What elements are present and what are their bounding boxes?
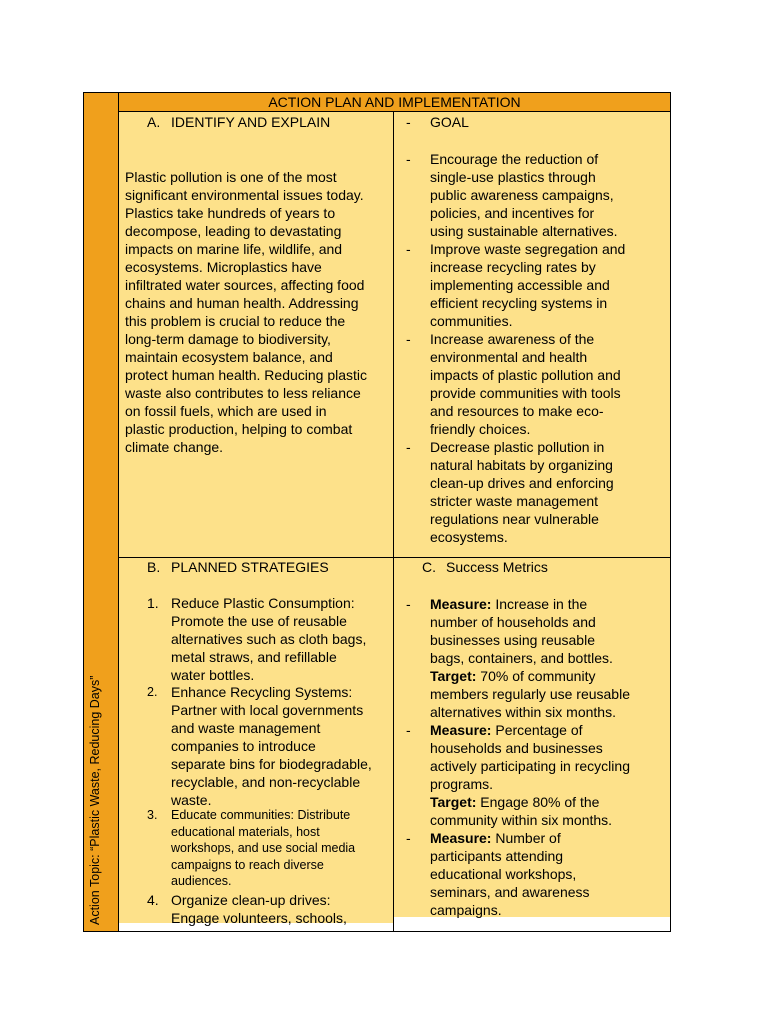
identify-explain-cell [119, 112, 394, 558]
target-text: Engage 80% of the community within six months. [430, 794, 613, 828]
target-item [430, 793, 664, 829]
goal-bullet: - [406, 241, 411, 257]
section-c-marker: C. [422, 559, 436, 575]
goal-item: Increase awareness of the environmental and health impacts of plastic pollution and provide communities with tools and resources to make eco- friendly choices. [430, 331, 621, 437]
goal-bullet: - [406, 151, 411, 167]
goal-item: Improve waste segregation and increase recycling rates by implementing accessible and efficient recycling systems in communities. [430, 241, 626, 329]
measure-label: Measure: [430, 722, 492, 738]
success-metrics-cell [394, 558, 670, 931]
strategy-item: Organize clean-up drives: Engage volunteers, schools, [171, 892, 347, 926]
action-topic-sidebar: Action Topic: “Plastic Waste, Reducing Days” [84, 93, 119, 931]
measure-label: Measure: [430, 596, 492, 612]
measure-label: Measure: [430, 830, 492, 846]
strategy-number: 1. [147, 595, 159, 611]
strategy-item: Educate communities: Distribute educational materials, host workshops, and use social media campaigns to reach diverse audiences. [171, 808, 356, 888]
metric-bullet: - [406, 596, 411, 612]
section-a-paragraph: Plastic pollution is one of the most significant environmental issues today. Plastics take hundreds of years to decompose, leading to devastating impacts on marine life, wildlife, and ecosystems. Microplastics have infiltrated water sources, affecting food chains and human health. Addressing this problem is crucial to reduce the long-term damage to biodiversity, maintain ecosystem balance, and protect human health. Reducing plastic waste also contributes to less reliance on fossil fuels, which are used in plastic production, helping to combat climate change. [125, 169, 368, 455]
measure-text: Increase in the number of households and businesses using reusable bags, containers, and bottles. [430, 596, 613, 666]
section-b-title: PLANNED STRATEGIES [171, 559, 329, 575]
goal-bullet: - [406, 439, 411, 455]
goal-bullet: - [406, 331, 411, 347]
section-a-title: IDENTIFY AND EXPLAIN [171, 114, 331, 130]
strategy-number: 3. [147, 808, 158, 822]
section-c-title: Success Metrics [446, 559, 548, 575]
section-a-marker: A. [147, 114, 161, 130]
planned-strategies-cell [119, 558, 394, 931]
strategy-number: 2. [147, 685, 158, 699]
table-header: ACTION PLAN AND IMPLEMENTATION [119, 93, 670, 112]
target-item [430, 667, 664, 721]
goal-marker: - [406, 114, 411, 130]
target-label: Target: [430, 794, 477, 810]
action-plan-table [83, 92, 671, 932]
goal-item: Decrease plastic pollution in natural habitats by organizing clean-up drives and enforcing stricter waste management regulations near vulnerable ecosystems. [430, 439, 614, 545]
section-b-marker: B. [147, 559, 161, 575]
metric-bullet: - [406, 722, 411, 738]
goal-item: Encourage the reduction of single-use plastics through public awareness campaigns, policies, and incentives for using sustainable alternatives. [430, 151, 618, 239]
metric-bullet: - [406, 830, 411, 846]
strategy-item: Enhance Recycling Systems: Partner with local governments and waste management companies to introduce separate bins for biodegradable, recyclable, and non-recyclable waste. [171, 684, 372, 808]
metric-item [430, 829, 664, 919]
target-label: Target: [430, 668, 477, 684]
strategy-item: Reduce Plastic Consumption: Promote the use of reusable alternatives such as cloth bags, metal straws, and refillable water bottles. [171, 595, 367, 683]
goal-title: GOAL [430, 114, 469, 130]
goal-cell [394, 112, 670, 558]
strategy-number: 4. [147, 892, 159, 908]
target-text: 70% of community members regularly use reusable alternatives within six months. [430, 668, 630, 720]
metric-item [430, 595, 664, 667]
metric-item [430, 721, 664, 793]
measure-text: Number of participants attending educational workshops, seminars, and awareness campaigns. [430, 830, 590, 918]
measure-text: Percentage of households and businesses actively participating in recycling programs. [430, 722, 630, 792]
